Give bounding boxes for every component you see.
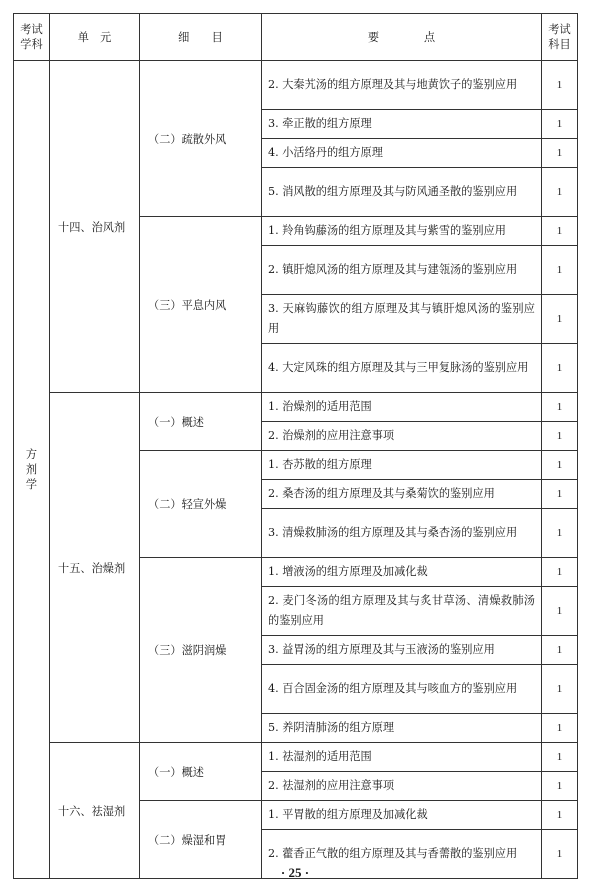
level-cell: 1 (542, 451, 578, 480)
point-cell: 5. 养阴清肺汤的组方原理 (262, 714, 542, 743)
level-cell: 1 (542, 665, 578, 714)
unit-cell: 十五、治燥剂 (50, 393, 140, 743)
point-cell: 1. 平胃散的组方原理及加减化裁 (262, 801, 542, 830)
level-cell: 1 (542, 558, 578, 587)
syllabus-table (13, 13, 578, 879)
point-cell: 2. 治燥剂的应用注意事项 (262, 422, 542, 451)
level-cell: 1 (542, 587, 578, 636)
table-row (14, 743, 578, 772)
detail-cell: （二）疏散外风 (140, 61, 262, 217)
level-cell: 1 (542, 714, 578, 743)
detail-cell: （二）轻宣外燥 (140, 451, 262, 558)
level-cell: 1 (542, 743, 578, 772)
point-cell: 2. 祛湿剂的应用注意事项 (262, 772, 542, 801)
detail-cell: （一）概述 (140, 393, 262, 451)
point-cell: 3. 牵正散的组方原理 (262, 110, 542, 139)
point-cell: 1. 羚角钩藤汤的组方原理及其与紫雪的鉴别应用 (262, 217, 542, 246)
point-cell: 1. 治燥剂的适用范围 (262, 393, 542, 422)
level-cell: 1 (542, 295, 578, 344)
unit-cell: 十六、祛湿剂 (50, 743, 140, 879)
point-cell: 1. 杏苏散的组方原理 (262, 451, 542, 480)
detail-cell: （三）滋阴润燥 (140, 558, 262, 743)
level-cell: 1 (542, 139, 578, 168)
point-cell: 2. 大秦艽汤的组方原理及其与地黄饮子的鉴别应用 (262, 61, 542, 110)
detail-cell: （三）平息内风 (140, 217, 262, 393)
table-header-row (14, 14, 578, 61)
table-row (14, 61, 578, 110)
point-cell: 2. 麦门冬汤的组方原理及其与炙甘草汤、清燥救肺汤的鉴别应用 (262, 587, 542, 636)
point-cell: 1. 祛湿剂的适用范围 (262, 743, 542, 772)
point-cell: 3. 天麻钩藤饮的组方原理及其与镇肝熄风汤的鉴别应用 (262, 295, 542, 344)
level-cell: 1 (542, 509, 578, 558)
level-cell: 1 (542, 168, 578, 217)
point-cell: 5. 消风散的组方原理及其与防风通圣散的鉴别应用 (262, 168, 542, 217)
point-cell: 4. 大定风珠的组方原理及其与三甲复脉汤的鉴别应用 (262, 344, 542, 393)
point-cell: 3. 益胃汤的组方原理及其与玉液汤的鉴别应用 (262, 636, 542, 665)
point-cell: 2. 桑杏汤的组方原理及其与桑菊饮的鉴别应用 (262, 480, 542, 509)
header-subject: 考试学科 (14, 14, 50, 61)
level-cell: 1 (542, 344, 578, 393)
point-cell: 2. 镇肝熄风汤的组方原理及其与建瓴汤的鉴别应用 (262, 246, 542, 295)
detail-cell: （一）概述 (140, 743, 262, 801)
unit-cell: 十四、治风剂 (50, 61, 140, 393)
level-cell: 1 (542, 246, 578, 295)
page-number: · 25 · (280, 865, 310, 880)
level-cell: 1 (542, 772, 578, 801)
level-cell: 1 (542, 636, 578, 665)
point-cell: 4. 小活络丹的组方原理 (262, 139, 542, 168)
point-cell: 1. 增液汤的组方原理及加减化裁 (262, 558, 542, 587)
level-cell: 1 (542, 830, 578, 879)
detail-cell: （二）燥湿和胃 (140, 801, 262, 879)
header-unit: 单 元 (50, 14, 140, 61)
table-row (14, 393, 578, 422)
header-point: 要 点 (262, 14, 542, 61)
level-cell: 1 (542, 393, 578, 422)
level-cell: 1 (542, 801, 578, 830)
header-level: 考试科目 (542, 14, 578, 61)
level-cell: 1 (542, 61, 578, 110)
header-detail: 细 目 (140, 14, 262, 61)
point-cell: 3. 清燥救肺汤的组方原理及其与桑杏汤的鉴别应用 (262, 509, 542, 558)
point-cell: 2. 藿香正气散的组方原理及其与香薷散的鉴别应用 (262, 830, 542, 879)
level-cell: 1 (542, 422, 578, 451)
subject-cell: 方剂学 (14, 61, 50, 879)
level-cell: 1 (542, 110, 578, 139)
level-cell: 1 (542, 217, 578, 246)
point-cell: 4. 百合固金汤的组方原理及其与咳血方的鉴别应用 (262, 665, 542, 714)
level-cell: 1 (542, 480, 578, 509)
